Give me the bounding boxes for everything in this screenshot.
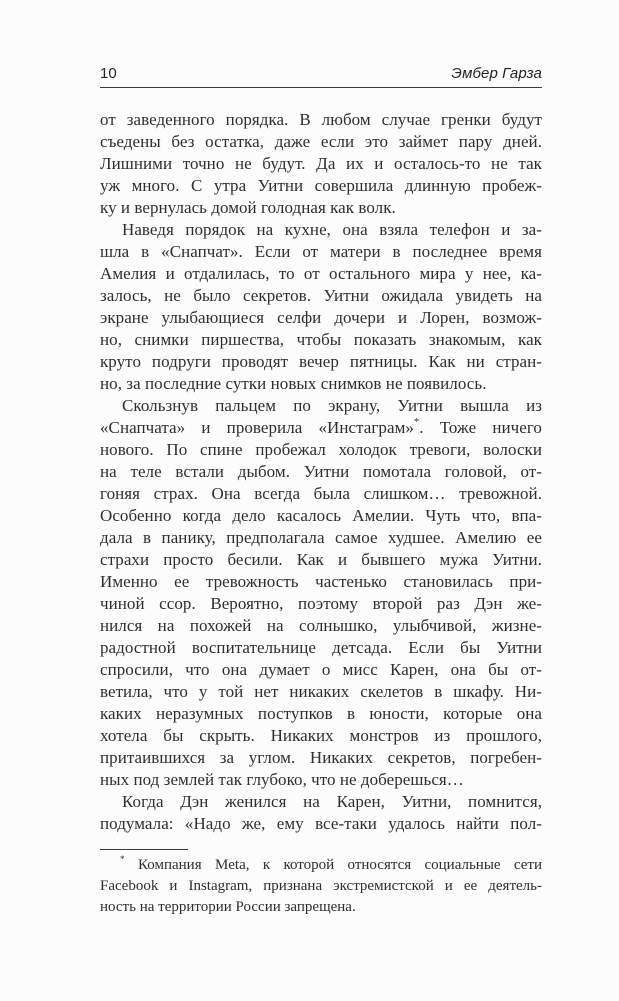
text-line: гоняя страх. Она всегда была слишком… тревожной. <box>100 484 542 503</box>
text-line: чиной ссор. Вероятно, поэтому второй раз Дэн же- <box>100 594 542 613</box>
paragraph <box>100 219 542 395</box>
text-line: Когда Дэн женился на Карен, Уитни, помнится, <box>122 792 542 811</box>
footnote-lines <box>100 855 542 918</box>
page-header <box>100 66 542 88</box>
text-line: ных под землей так глубоко, что не доберешься… <box>100 770 464 789</box>
text-line: Наведя порядок на кухне, она взяла телефон и за- <box>122 220 542 239</box>
text-line: круто подруги проводят вечер пятницы. Как ни стран- <box>100 352 542 371</box>
paragraph <box>100 791 542 835</box>
body-text <box>100 109 542 835</box>
text-line: каких неразумных поступков в юности, которые она <box>100 704 542 723</box>
footnote-marker-icon: * <box>413 417 420 429</box>
text-line: Амелия и отдалилась, то от остального мира у нее, ка- <box>100 264 542 283</box>
text-line: Именно ее тревожность частенько становилась при- <box>100 572 542 591</box>
text-line: уж много. С утра Уитни совершила длинную пробеж- <box>100 176 542 195</box>
text-line: шла в «Снапчат». Если от матери в последнее время <box>100 242 542 261</box>
text-line: нового. По спине пробежал холодок тревоги, волоски <box>100 440 542 459</box>
text-line: на теле встали дыбом. Уитни помотала головой, от- <box>100 462 542 481</box>
text-line: но, за последние сутки новых снимков не появилось. <box>100 374 487 393</box>
text-line: «Снапчата» и проверила «Инстаграм»*. Тоже ничего <box>100 417 542 437</box>
text-line: экране улыбающиеся селфи дочери и Лорен, возмож- <box>100 308 542 327</box>
footnote <box>100 849 542 918</box>
text-line: дала в панику, предполагала самое худшее. Амелию ее <box>100 528 542 547</box>
text-line: залось, не было секретов. Уитни ожидала увидеть на <box>100 286 542 305</box>
text-line: подумала: «Надо же, ему все-таки удалось найти пол- <box>100 814 542 833</box>
text-line: Особенно когда дело касалось Амелии. Чуть что, впа- <box>100 506 542 525</box>
text-line: радостной воспитательнице детсада. Если бы Уитни <box>100 638 542 657</box>
running-title: Эмбер Гарза <box>451 65 542 82</box>
text-line: хотела бы скрыть. Никаких монстров из прошлого, <box>100 726 542 745</box>
footnote-line: * Компания Meta, к которой относятся социальные сети <box>120 855 542 873</box>
page-number: 10 <box>100 65 117 82</box>
footnote-marker-icon: * <box>120 855 125 865</box>
text-line: спросили, что она думает о мисс Карен, она бы от- <box>100 660 542 679</box>
footnote-line: Facebook и Instagram, признана экстремистской и ее деятель- <box>100 878 542 894</box>
text-line: съедены без остатка, даже если это займет пару дней. <box>100 132 542 151</box>
footnote-rule <box>100 849 188 850</box>
text-line: ветила, что у той нет никаких скелетов в шкафу. Ни- <box>100 682 542 701</box>
text-line: ку и вернулась домой голодная как волк. <box>100 198 396 217</box>
text-line: притаившихся за углом. Никаких секретов, погребен- <box>100 748 542 767</box>
paragraph <box>100 109 542 219</box>
text-line: но, снимки пиршества, чтобы показать знакомым, как <box>100 330 542 349</box>
text-line: от заведенного порядка. В любом случае гренки будут <box>100 110 542 129</box>
footnote-line: ность на территории России запрещена. <box>100 899 356 915</box>
paragraph <box>100 395 542 791</box>
text-line: Лишними точно не будут. Да их и осталось-то не так <box>100 154 542 173</box>
text-line: Скользнув пальцем по экрану, Уитни вышла из <box>122 396 542 415</box>
text-line: нился на похожей на солнышко, улыбчивой, жизне- <box>100 616 542 635</box>
text-line: страхи просто бесили. Как и бывшего мужа Уитни. <box>100 550 542 569</box>
